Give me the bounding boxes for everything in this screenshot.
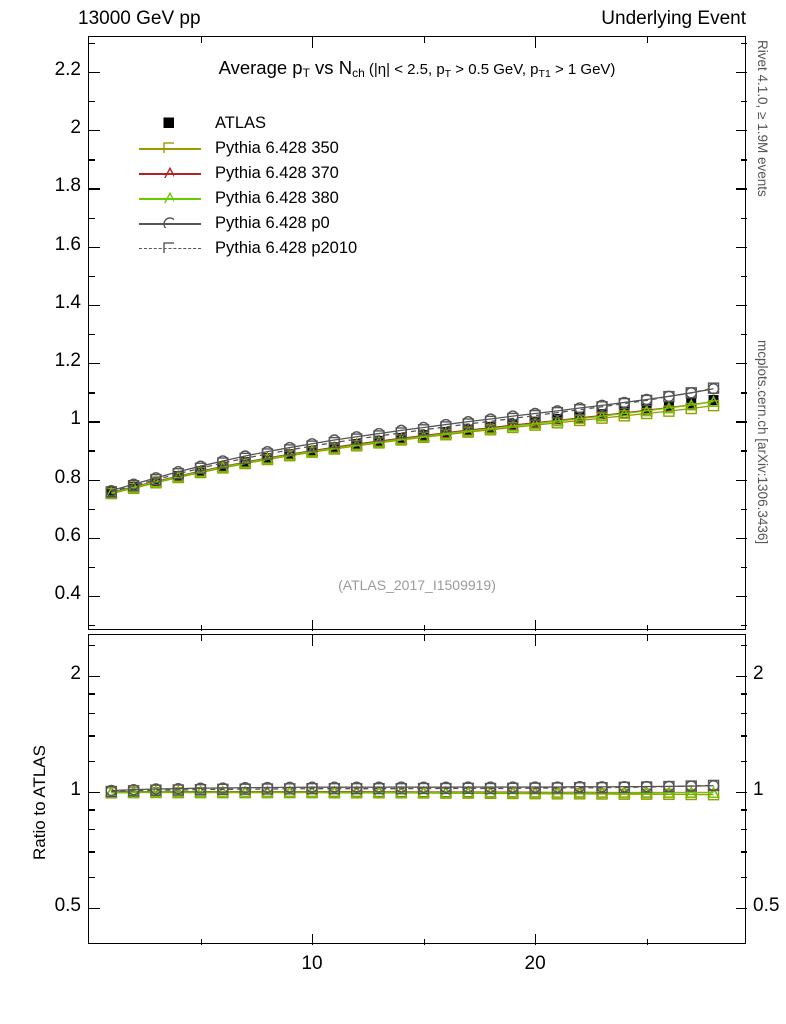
y-tick xyxy=(741,693,747,694)
main-plot-canvas xyxy=(89,37,745,629)
ratio-plot-panel xyxy=(54,634,780,974)
y-tick xyxy=(736,480,747,481)
x-tick xyxy=(535,37,536,48)
y-tick xyxy=(736,305,747,306)
ratio-y-axis-title: Ratio to ATLAS xyxy=(30,745,49,860)
header-analysis-label: Underlying Event xyxy=(601,8,746,29)
x-tick xyxy=(647,635,648,641)
y-tick xyxy=(741,159,747,160)
title-sub-ch: ch xyxy=(352,66,365,80)
x-tick xyxy=(312,934,313,945)
y-tick xyxy=(89,596,100,597)
x-tick xyxy=(312,620,313,631)
y-tick xyxy=(741,567,747,568)
y-tick xyxy=(89,761,95,762)
y-axis-label-right: 2 xyxy=(753,662,764,684)
rivet-version-caption: Rivet 4.1.0, ≥ 1.9M events xyxy=(755,40,770,197)
y-axis-label: 1.8 xyxy=(54,175,81,197)
y-tick xyxy=(736,421,747,422)
y-tick xyxy=(736,188,747,189)
analysis-watermark: (ATLAS_2017_I1509919) xyxy=(338,577,496,593)
y-tick xyxy=(89,480,100,481)
legend-label: Pythia 6.428 350 xyxy=(215,139,339,157)
y-tick xyxy=(741,43,747,44)
x-tick xyxy=(647,939,648,945)
series-layer xyxy=(89,635,745,943)
y-axis-label: 2 xyxy=(70,662,81,684)
y-tick xyxy=(736,72,747,73)
y-tick xyxy=(89,538,100,539)
x-tick xyxy=(201,625,202,631)
y-tick xyxy=(89,693,95,694)
title-sub-t: T xyxy=(302,66,310,80)
y-tick xyxy=(736,908,747,909)
y-tick xyxy=(89,392,95,393)
y-tick xyxy=(89,625,95,626)
y-tick xyxy=(89,72,100,73)
y-axis-label: 2.2 xyxy=(54,58,81,80)
y-tick xyxy=(741,877,747,878)
y-tick xyxy=(741,334,747,335)
y-tick xyxy=(741,735,747,736)
y-axis-label: 1 xyxy=(70,778,81,800)
y-tick xyxy=(741,809,747,810)
x-tick xyxy=(535,934,536,945)
y-tick xyxy=(741,713,747,714)
legend-label: Pythia 6.428 380 xyxy=(215,189,339,207)
y-tick xyxy=(736,538,747,539)
title-cond-end: > 1 GeV) xyxy=(550,61,616,78)
x-tick xyxy=(535,635,536,646)
y-tick xyxy=(736,130,747,131)
y-tick xyxy=(89,188,100,189)
x-tick xyxy=(424,635,425,641)
y-tick xyxy=(741,450,747,451)
y-tick xyxy=(89,908,100,909)
y-tick xyxy=(89,809,95,810)
y-axis-label: 1 xyxy=(70,408,81,430)
x-tick xyxy=(201,939,202,945)
y-tick xyxy=(89,363,100,364)
y-tick xyxy=(89,735,95,736)
legend-label: Pythia 6.428 p0 xyxy=(215,214,330,232)
y-axis-label: 1.4 xyxy=(54,291,81,313)
y-tick xyxy=(736,792,747,793)
series-layer xyxy=(89,37,745,629)
title-cond-mid: > 0.5 GeV, p xyxy=(451,61,539,78)
y-tick xyxy=(741,761,747,762)
x-tick xyxy=(312,37,313,48)
y-tick xyxy=(89,247,100,248)
title-cond: (|η| < 2.5, p xyxy=(364,61,445,78)
ratio-plot-canvas xyxy=(89,635,745,943)
legend-label: ATLAS xyxy=(215,114,267,132)
x-tick xyxy=(424,625,425,631)
y-tick xyxy=(741,625,747,626)
y-tick xyxy=(89,159,95,160)
title-mid: vs N xyxy=(309,57,353,78)
y-tick xyxy=(741,829,747,830)
y-axis-label: 0.4 xyxy=(54,583,81,605)
x-tick xyxy=(424,37,425,43)
x-tick xyxy=(647,625,648,631)
y-axis-label: 0.6 xyxy=(54,524,81,546)
y-tick xyxy=(741,218,747,219)
x-tick xyxy=(201,37,202,43)
legend-label: Pythia 6.428 p2010 xyxy=(215,239,358,257)
y-tick xyxy=(89,130,100,131)
y-axis-label-right: 0.5 xyxy=(753,894,780,916)
y-tick xyxy=(741,851,747,852)
y-tick xyxy=(736,676,747,677)
y-tick xyxy=(89,218,95,219)
y-tick xyxy=(89,645,95,646)
x-axis-label: 10 xyxy=(301,953,323,974)
title-cond-sub-t1: T1 xyxy=(538,68,551,80)
y-tick xyxy=(89,792,100,793)
y-tick xyxy=(89,713,95,714)
x-tick xyxy=(424,939,425,945)
x-tick xyxy=(647,37,648,43)
title-cond-sub-t: T xyxy=(444,68,452,80)
y-tick xyxy=(89,101,95,102)
y-tick xyxy=(741,276,747,277)
header-beam-label: 13000 GeV pp xyxy=(78,8,201,29)
y-tick xyxy=(741,645,747,646)
x-tick xyxy=(535,620,536,631)
y-tick xyxy=(89,421,100,422)
y-axis-label: 0.5 xyxy=(54,894,81,916)
y-tick xyxy=(89,877,95,878)
y-tick xyxy=(89,829,95,830)
main-plot-panel xyxy=(54,36,746,630)
mcplots-caption: mcplots.cern.ch [arXiv:1306.3436] xyxy=(755,340,770,545)
y-tick xyxy=(736,247,747,248)
title-main: Average p xyxy=(218,57,303,78)
x-axis-label: 20 xyxy=(524,953,546,974)
y-tick xyxy=(89,851,95,852)
y-tick xyxy=(89,509,95,510)
y-tick xyxy=(89,676,100,677)
y-axis-label: 1.6 xyxy=(54,233,81,255)
y-axis-label: 2 xyxy=(70,117,81,139)
y-tick xyxy=(89,567,95,568)
legend-label: Pythia 6.428 370 xyxy=(215,164,339,182)
y-tick xyxy=(89,276,95,277)
y-tick xyxy=(741,509,747,510)
x-tick xyxy=(312,635,313,646)
y-axis-label: 0.8 xyxy=(54,466,81,488)
y-axis-label: 1.2 xyxy=(54,350,81,372)
y-axis-label-right: 1 xyxy=(753,778,764,800)
y-tick xyxy=(89,305,100,306)
x-tick xyxy=(201,635,202,641)
y-tick xyxy=(89,334,95,335)
y-tick xyxy=(736,596,747,597)
y-tick xyxy=(89,43,95,44)
y-tick xyxy=(741,392,747,393)
y-tick xyxy=(736,363,747,364)
y-tick xyxy=(741,101,747,102)
y-tick xyxy=(89,450,95,451)
